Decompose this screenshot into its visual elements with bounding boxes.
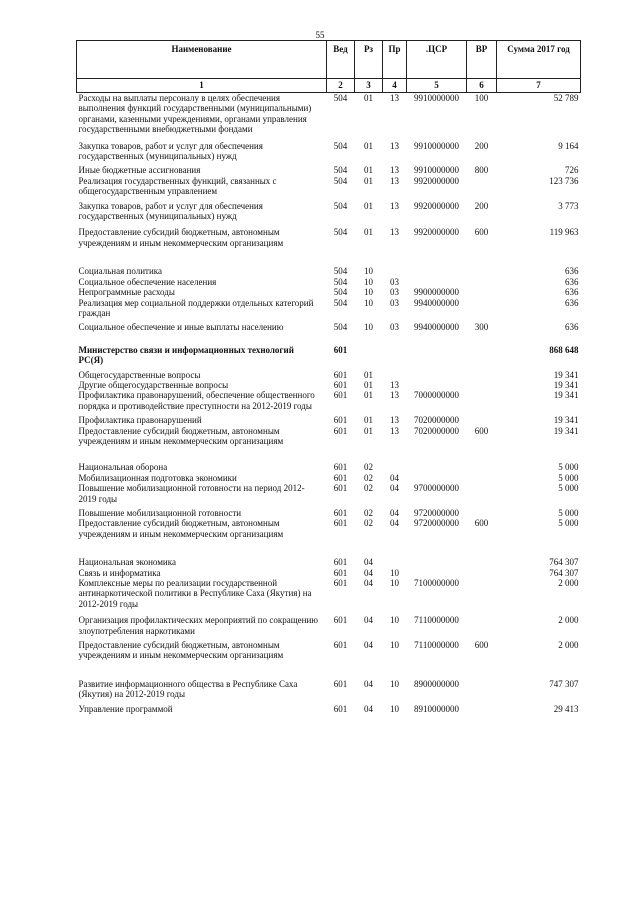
cell-csr: 7020000000 — [414, 425, 459, 436]
cell-vr — [467, 539, 497, 567]
cell-sum: 764 307 — [549, 567, 579, 578]
table-row — [77, 568, 581, 578]
cell-rz: 01 — [364, 227, 373, 238]
table-row — [77, 287, 581, 297]
cell-name: Другие общегосударственные вопросы — [78, 379, 229, 390]
cell-name: Социальное обеспечение населения — [78, 276, 217, 287]
table-row — [77, 197, 581, 222]
cell-csr: 9920000000 — [414, 227, 459, 238]
cell-vr — [467, 578, 497, 609]
cell-vr — [467, 277, 497, 287]
table-row — [77, 298, 581, 319]
cell-csr: 9700000000 — [414, 483, 459, 494]
cell-sum: 52 789 — [553, 93, 579, 103]
cell-pr: 13 — [390, 140, 399, 151]
cell-rz: 01 — [364, 93, 373, 103]
cell-name: Предоставление субсидий бюджетным, автономным учреждениям и иным некоммерческим организациям — [78, 227, 284, 248]
column-number: 5 — [407, 79, 467, 93]
cell-pr: 10 — [390, 640, 399, 651]
cell-rz: 01 — [364, 175, 373, 186]
cell-csr — [407, 277, 467, 287]
header-name: Наименование — [77, 41, 327, 79]
cell-name: Предоставление субсидий бюджетным, автономным учреждениям и иным некоммерческим организациям — [78, 518, 284, 539]
cell-rz: 04 — [364, 703, 373, 714]
cell-csr — [407, 473, 467, 483]
cell-pr: 13 — [390, 165, 399, 176]
cell-rz: 10 — [364, 276, 373, 287]
cell-pr: 04 — [390, 518, 399, 529]
column-number: 6 — [467, 79, 497, 93]
table-row — [77, 390, 581, 411]
cell-csr — [407, 380, 467, 390]
header-csr: .ЦСР — [407, 41, 467, 79]
cell-sum: 868 648 — [549, 344, 579, 355]
cell-ved: 601 — [333, 415, 348, 426]
cell-sum: 5 000 — [558, 483, 579, 494]
cell-name: Комплексные меры по реализации государственной антинаркотической политики в Республике Саха (Якутия) на 2012-2019 годы — [78, 578, 312, 609]
cell-pr — [383, 539, 407, 567]
cell-ved: 504 — [333, 322, 348, 333]
cell-pr — [383, 446, 407, 472]
cell-rz: 02 — [364, 483, 373, 494]
table-row — [77, 539, 581, 567]
cell-ved: 601 — [333, 425, 348, 436]
cell-rz: 02 — [364, 508, 373, 518]
cell-vr — [467, 483, 497, 504]
cell-vr — [467, 248, 497, 276]
cell-rz: 01 — [364, 415, 373, 426]
cell-name: Реализация мер социальной поддержки отдельных категорий граждан — [78, 297, 314, 318]
cell-sum: 636 — [565, 266, 579, 277]
cell-ved: 504 — [333, 93, 348, 103]
column-number: 7 — [497, 79, 581, 93]
cell-ved: 504 — [333, 287, 348, 298]
cell-pr: 13 — [390, 379, 399, 390]
cell-ved: 504 — [333, 200, 348, 211]
column-number: 4 — [383, 79, 407, 93]
table-row — [77, 277, 581, 287]
cell-pr: 10 — [390, 578, 399, 589]
cell-vr — [467, 609, 497, 636]
cell-name: Министерство связи и информационных технологий РС(Я) — [78, 344, 294, 366]
cell-pr: 10 — [390, 567, 399, 578]
cell-vr — [467, 446, 497, 472]
cell-sum: 3 773 — [558, 200, 579, 211]
table-row — [77, 135, 581, 162]
cell-rz: 02 — [364, 518, 373, 529]
cell-sum: 764 307 — [549, 557, 579, 568]
cell-name: Предоставление субсидий бюджетным, автономным учреждениям и иным некоммерческим организациям — [78, 425, 284, 446]
table-row — [77, 248, 581, 276]
cell-sum: 636 — [565, 297, 579, 308]
cell-vr — [467, 287, 497, 297]
cell-name: Национальная экономика — [78, 557, 176, 568]
header-rz: Рз — [355, 41, 383, 79]
cell-sum: 119 963 — [549, 227, 579, 238]
cell-name: Закупка товаров, работ и услуг для обеспечения государственных (муниципальных) нужд — [78, 200, 263, 222]
cell-pr: 10 — [390, 678, 399, 689]
cell-csr: 9720000000 — [414, 508, 459, 518]
cell-sum: 5 000 — [558, 462, 579, 473]
cell-rz: 01 — [364, 140, 373, 151]
cell-csr — [407, 539, 467, 567]
table-row — [77, 318, 581, 332]
cell-rz: 04 — [364, 640, 373, 651]
cell-ved: 601 — [333, 578, 348, 589]
cell-vr: 200 — [474, 140, 489, 151]
cell-csr — [407, 568, 467, 578]
cell-ved: 504 — [333, 276, 348, 287]
cell-csr: 8910000000 — [414, 703, 459, 714]
cell-sum: 747 307 — [549, 678, 579, 689]
table-row — [77, 426, 581, 447]
header-ved: Вед — [327, 41, 355, 79]
cell-pr — [383, 248, 407, 276]
cell-vr — [467, 661, 497, 700]
cell-vr — [467, 504, 497, 518]
cell-rz: 10 — [364, 287, 373, 298]
cell-csr: 9940000000 — [414, 322, 459, 333]
cell-name: Управление программой — [78, 703, 173, 714]
cell-pr — [383, 366, 407, 380]
table-row — [77, 446, 581, 472]
cell-ved: 601 — [333, 369, 348, 380]
cell-csr: 9910000000 — [414, 165, 459, 176]
cell-pr: 13 — [390, 415, 399, 426]
cell-csr: 7100000000 — [414, 578, 459, 589]
cell-rz: 04 — [364, 557, 373, 568]
cell-csr: 9920000000 — [414, 200, 459, 211]
table-row — [77, 333, 581, 366]
header-pr: Пр — [383, 41, 407, 79]
cell-pr — [383, 333, 407, 366]
table-row — [77, 609, 581, 636]
cell-rz: 04 — [364, 567, 373, 578]
cell-name: Профилактика правонарушений — [78, 415, 202, 426]
cell-vr — [467, 390, 497, 411]
cell-sum: 2 000 — [558, 615, 579, 626]
cell-vr: 600 — [474, 518, 489, 529]
cell-sum: 2 000 — [558, 640, 579, 651]
table-row — [77, 380, 581, 390]
cell-sum: 19 341 — [553, 390, 579, 401]
cell-csr: 7020000000 — [414, 415, 459, 426]
cell-sum: 726 — [565, 165, 579, 176]
cell-sum: 636 — [565, 276, 579, 287]
cell-rz: 04 — [364, 678, 373, 689]
cell-csr: 7110000000 — [414, 615, 459, 626]
column-number: 3 — [355, 79, 383, 93]
cell-name: Расходы на выплаты персоналу в целях обеспечения выполнения функций государственными (муниципальными) органами, казенными учреждениями, органами управления государственными внебюджетными фондами — [78, 93, 312, 135]
cell-rz: 01 — [364, 379, 373, 390]
cell-pr: 03 — [390, 297, 399, 308]
cell-ved: 601 — [333, 483, 348, 494]
cell-sum: 19 341 — [553, 379, 579, 390]
table-row — [77, 636, 581, 661]
table-row — [77, 518, 581, 539]
cell-pr: 04 — [390, 472, 399, 483]
cell-name: Непрограммные расходы — [78, 287, 175, 298]
cell-pr: 03 — [390, 287, 399, 298]
cell-sum: 9 164 — [558, 140, 579, 151]
column-number: 1 — [77, 79, 327, 93]
cell-ved: 504 — [333, 266, 348, 277]
cell-ved: 601 — [333, 678, 348, 689]
cell-rz — [355, 333, 383, 366]
cell-name: Общегосударственные вопросы — [78, 369, 201, 380]
table-row — [77, 473, 581, 483]
cell-name: Связь и информатика — [78, 567, 161, 578]
cell-sum: 19 341 — [553, 415, 579, 426]
cell-vr: 600 — [474, 640, 489, 651]
cell-csr — [407, 366, 467, 380]
cell-name: Мобилизационная подготовка экономики — [78, 472, 237, 483]
table-row — [77, 176, 581, 197]
cell-vr — [467, 333, 497, 366]
cell-rz: 02 — [364, 462, 373, 473]
cell-vr: 600 — [474, 425, 489, 436]
cell-rz: 04 — [364, 578, 373, 589]
cell-ved: 504 — [333, 297, 348, 308]
cell-name: Повышение мобилизационной готовности — [78, 508, 242, 518]
cell-sum: 5 000 — [558, 508, 579, 518]
cell-name: Повышение мобилизационной готовности на период 2012-2019 годы — [78, 483, 305, 504]
cell-ved: 601 — [333, 462, 348, 473]
cell-sum: 636 — [565, 287, 579, 298]
cell-vr: 300 — [474, 322, 489, 333]
cell-sum: 19 341 — [553, 369, 579, 380]
table-row — [77, 161, 581, 175]
cell-rz: 04 — [364, 615, 373, 626]
cell-vr: 200 — [474, 200, 489, 211]
cell-vr — [467, 366, 497, 380]
cell-vr: 600 — [474, 227, 489, 238]
cell-sum: 5 000 — [558, 472, 579, 483]
cell-pr: 13 — [390, 227, 399, 238]
cell-ved: 601 — [333, 379, 348, 390]
cell-ved: 601 — [333, 344, 348, 355]
cell-ved: 601 — [333, 567, 348, 578]
cell-rz: 01 — [364, 369, 373, 380]
cell-csr: 9920000000 — [414, 175, 459, 186]
cell-pr: 10 — [390, 615, 399, 626]
cell-ved: 504 — [333, 165, 348, 176]
cell-sum: 19 341 — [553, 425, 579, 436]
cell-csr — [407, 248, 467, 276]
page-number: 55 — [315, 30, 325, 40]
cell-ved: 504 — [333, 227, 348, 238]
column-number: 2 — [327, 79, 355, 93]
cell-csr: 9940000000 — [414, 297, 459, 308]
cell-csr — [407, 446, 467, 472]
cell-vr — [467, 411, 497, 425]
cell-csr — [407, 333, 467, 366]
cell-ved: 601 — [333, 518, 348, 529]
header-vr: ВР — [467, 41, 497, 79]
cell-ved: 601 — [333, 390, 348, 401]
table-row — [77, 483, 581, 504]
cell-pr: 13 — [390, 425, 399, 436]
cell-ved: 601 — [333, 508, 348, 518]
cell-ved: 601 — [333, 615, 348, 626]
cell-rz: 10 — [364, 322, 373, 333]
cell-sum: 29 413 — [553, 703, 579, 714]
cell-ved: 601 — [333, 703, 348, 714]
cell-pr: 03 — [390, 276, 399, 287]
cell-name: Реализация государственных функций, связанных с общегосударственным управлением — [78, 175, 277, 197]
cell-pr: 04 — [390, 483, 399, 494]
cell-vr — [467, 700, 497, 714]
table-header-row — [77, 41, 581, 79]
table-row — [77, 504, 581, 518]
cell-csr: 9720000000 — [414, 518, 459, 529]
header-sum: Сумма 2017 год — [497, 41, 581, 79]
cell-pr: 03 — [390, 322, 399, 333]
cell-name: Иные бюджетные ассигнования — [78, 165, 201, 176]
cell-name: Национальная оборона — [78, 462, 168, 473]
cell-vr — [467, 176, 497, 197]
cell-name: Предоставление субсидий бюджетным, автономным учреждениям и иным некоммерческим организациям — [78, 640, 284, 661]
cell-sum: 5 000 — [558, 518, 579, 529]
cell-vr — [467, 298, 497, 319]
cell-ved: 504 — [333, 175, 348, 186]
cell-ved: 504 — [333, 140, 348, 151]
cell-ved: 601 — [333, 640, 348, 651]
cell-rz: 01 — [364, 165, 373, 176]
cell-sum: 123 736 — [549, 175, 579, 186]
cell-rz: 01 — [364, 390, 373, 401]
cell-vr — [467, 380, 497, 390]
cell-sum: 636 — [565, 322, 579, 333]
cell-vr — [467, 473, 497, 483]
cell-pr: 13 — [390, 390, 399, 401]
table-row — [77, 366, 581, 380]
cell-pr: 04 — [390, 508, 399, 518]
cell-rz: 10 — [364, 297, 373, 308]
table-row — [77, 93, 581, 135]
cell-rz: 01 — [364, 200, 373, 211]
table-row — [77, 700, 581, 714]
cell-name: Развитие информационного общества в Республике Саха (Якутия) на 2012-2019 годы — [78, 678, 298, 700]
cell-csr: 9910000000 — [414, 140, 459, 151]
cell-csr: 9910000000 — [414, 93, 459, 103]
cell-pr: 13 — [390, 93, 399, 103]
cell-name: Профилактика правонарушений, обеспечение общественного порядка и противодействие преступности на 2012-2019 годы — [78, 390, 315, 411]
cell-name: Закупка товаров, работ и услуг для обеспечения государственных (муниципальных) нужд — [78, 140, 263, 162]
cell-sum: 2 000 — [558, 578, 579, 589]
cell-name: Организация профилактических мероприятий по сокращению злоупотребления наркотиками — [78, 615, 319, 636]
table-row — [77, 411, 581, 425]
cell-vr: 100 — [474, 93, 489, 103]
cell-csr: 9900000000 — [414, 287, 459, 298]
column-number-row — [77, 79, 581, 93]
cell-csr: 7110000000 — [414, 640, 459, 651]
cell-vr — [467, 568, 497, 578]
cell-name: Социальное обеспечение и иные выплаты населению — [78, 322, 284, 333]
cell-csr: 8900000000 — [414, 678, 459, 689]
cell-rz: 02 — [364, 472, 373, 483]
cell-ved: 601 — [333, 472, 348, 483]
cell-csr: 7000000000 — [414, 390, 459, 401]
table-row — [77, 578, 581, 609]
cell-pr: 13 — [390, 175, 399, 186]
table-row — [77, 661, 581, 700]
cell-ved: 601 — [333, 557, 348, 568]
cell-name: Социальная политика — [78, 266, 162, 277]
cell-rz: 01 — [364, 425, 373, 436]
cell-pr: 13 — [390, 200, 399, 211]
cell-rz: 10 — [364, 266, 373, 277]
table-row — [77, 221, 581, 248]
budget-table — [76, 40, 581, 714]
cell-pr: 10 — [390, 703, 399, 714]
cell-vr: 800 — [474, 165, 489, 176]
table-body — [77, 93, 581, 715]
